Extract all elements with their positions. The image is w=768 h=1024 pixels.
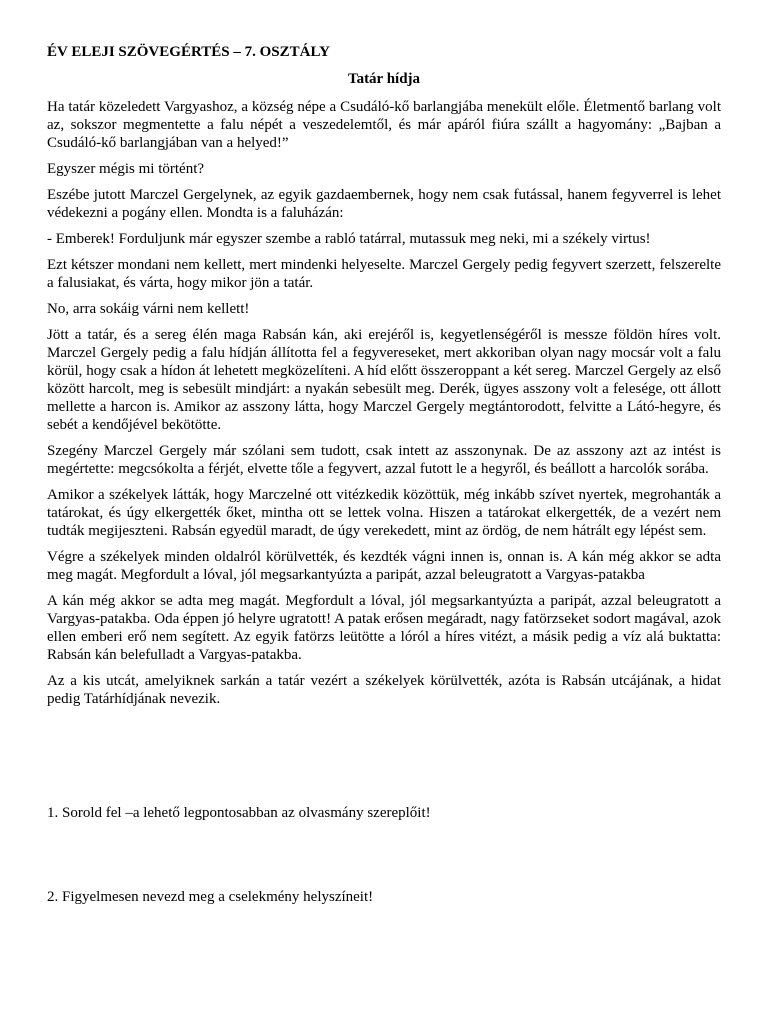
paragraph: Szegény Marczel Gergely már szólani sem tudott, csak intett az asszonynak. De az asszony azt az intést is megértette: megcsókolta a férjét, elvette tőle a fegyvert, azzal futott le a hegyről, és beállott a harcolók sorába.: [47, 443, 721, 477]
paragraph: Ha tatár közeledett Vargyashoz, a község népe a Csudáló-kő barlangjába menekült előle. Életmentő barlang volt az, sokszor megmentette a falu népét a veszedelemtől, és már apáról fiúra szállt a hagyomány: „Bajban a Csudáló-kő barlangjában van a helyed!”: [47, 99, 721, 151]
story-text: [47, 98, 721, 716]
document-header: ÉV ELEJI SZÖVEGÉRTÉS – 7. OSZTÁLY: [47, 44, 330, 60]
paragraph: Amikor a székelyek látták, hogy Marczelné ott vitézkedik közöttük, még inkább szívet nyertek, megrohanták a tatárokat, és úgy elkergették őket, mintha ott se lettek volna. Hiszen a tatárokat elkergették, de a vezért nem tudták megijeszteni. Rabsán egyedül maradt, de úgy verekedett, mint az ördög, de nem hátrált egy lépést sem.: [47, 487, 721, 539]
paragraph: Az a kis utcát, amelyiknek sarkán a tatár vezért a székelyek körülvették, azóta is Rabsán utcájának, a hidat pedig Tatárhídjának nevezik.: [47, 673, 721, 707]
paragraph: No, arra sokáig várni nem kellett!: [47, 301, 250, 317]
paragraph: Jött a tatár, és a sereg élén maga Rabsán kán, aki erejéről is, kegyetlenségéről is messze földön híres volt. Marczel Gergely pedig a falu hídján állította fel a fegyvereseket, mert akkoriban olyan nagy mocsár volt a falu körül, hogy csak a hídon át lehetett megközelíteni. A híd előtt összeroppant a két sereg. Marczel Gergely az első között harcolt, meg is sebesült mindjárt: a nyakán sebesült meg. Derék, ügyes asszony volt a felesége, ott állott mellette a harcon is. Amikor az asszony látta, hogy Marczel Gergely megtántorodott, felvitte a Látó-hegyre, és sebét a kendőjével bekötötte.: [47, 327, 721, 433]
paragraph: Ezt kétszer mondani nem kellett, mert mindenki helyeselte. Marczel Gergely pedig fegyvert szerzett, felszerelte a falusiakat, és várta, hogy mikor jön a tatár.: [47, 257, 721, 291]
story-title: Tatár hídja: [347, 71, 421, 87]
paragraph: Egyszer mégis mi történt?: [47, 161, 205, 177]
paragraph: Eszébe jutott Marczel Gergelynek, az egyik gazdaembernek, hogy nem csak futással, hanem fegyverrel is lehet védekezni a pogány ellen. Mondta is a faluházán:: [47, 187, 721, 221]
paragraph: - Emberek! Forduljunk már egyszer szembe a rabló tatárral, mutassuk meg neki, mi a székely virtus!: [47, 231, 651, 247]
question-2: 2. Figyelmesen nevezd meg a cselekmény helyszíneit!: [47, 889, 374, 905]
paragraph: A kán még akkor se adta meg magát. Megfordult a lóval, jól megsarkantyúzta a paripát, azzal beleugratott a Vargyas-patakba. Oda éppen jó helyre ugratott! A patak erősen megáradt, nagy fatörzseket sodort magával, azok ellen emberi erő nem segített. Az egyik fatörzs leütötte a lóról a híres vitézt, a másik pedig a víz alá buktatta: Rabsán kán belefulladt a Vargyas-patakba.: [47, 593, 721, 663]
paragraph: Végre a székelyek minden oldalról körülvették, és kezdték vágni innen is, onnan is. A kán még akkor se adta meg magát. Megfordult a lóval, jól megsarkantyúzta a paripát, azzal beleugratott a Vargyas-patakba: [47, 549, 721, 583]
question-1: 1. Sorold fel –a lehető legpontosabban az olvasmány szereplőit!: [47, 805, 431, 821]
